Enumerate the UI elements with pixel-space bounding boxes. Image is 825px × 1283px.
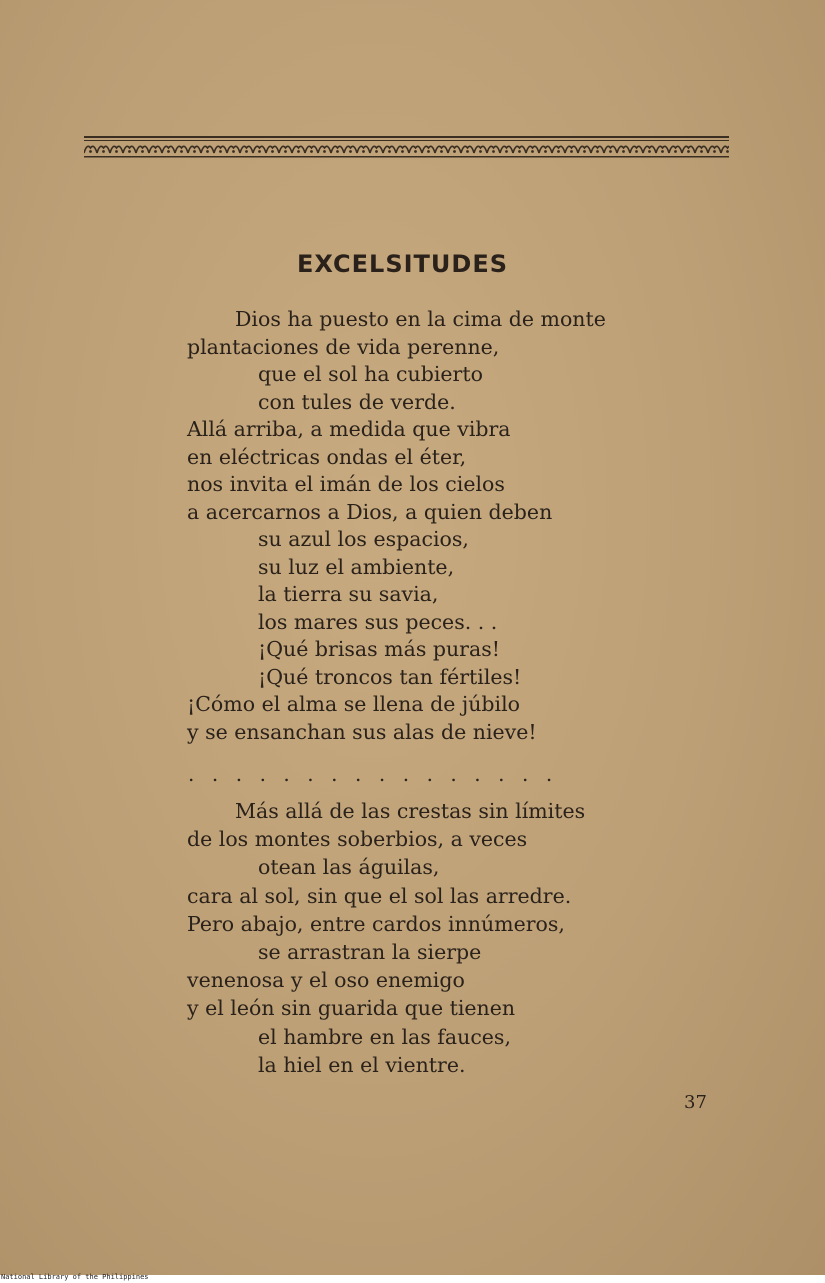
poem-line: que el sol ha cubierto [258,362,483,386]
poem-line: los mares sus peces. . . [258,609,498,634]
poem-line: su azul los espacios, [258,527,469,551]
poem-line: Allá arriba, a medida que vibra [187,417,511,441]
poem-line: con tules de verde. [258,389,456,414]
poem-line: cara al sol, sin que el sol las arredre. [187,883,572,908]
poem-line: plantaciones de vida perenne, [187,334,500,359]
poem-line: a acercarnos a Dios, a quien deben [187,499,553,524]
poem-line: en eléctricas ondas el éter, [187,444,467,469]
poem-title: EXCELSITUDES [296,250,509,278]
poem-line: otean las águilas, [258,855,440,880]
footer-text: National Library of the Philippines [1,1273,149,1281]
page-number: 37 [684,1092,707,1113]
library-footer [0,1275,825,1283]
poem-line: Dios ha puesto en la cima de monte [235,307,606,331]
ornamental-border [84,136,729,162]
poem-line: la hiel en el vientre. [258,1052,466,1077]
poem-line: nos invita el imán de los cielos [187,472,505,496]
poem-line: su luz el ambiente, [258,554,455,579]
poem-line: Pero abajo, entre cardos innúmeros, [187,911,565,936]
poem-line: el hambre en las fauces, [258,1024,511,1049]
poem-line: la tierra su savia, [258,582,439,606]
poem-line: y se ensanchan sus alas de nieve! [187,719,537,744]
section-separator: ................ [188,762,570,786]
poem-line: de los montes soberbios, a veces [187,827,528,852]
poem-line: se arrastran la sierpe [258,940,482,964]
poem-line: ¡Qué troncos tan fértiles! [258,664,522,689]
poem-line: Más allá de las crestas sin límites [235,799,586,823]
poem-line: y el león sin guarida que tienen [187,996,516,1021]
poem-line: ¡Cómo el alma se llena de júbilo [187,692,520,716]
poem-line: venenosa y el oso enemigo [187,968,465,993]
poem-line: ¡Qué brisas más puras! [258,637,500,661]
